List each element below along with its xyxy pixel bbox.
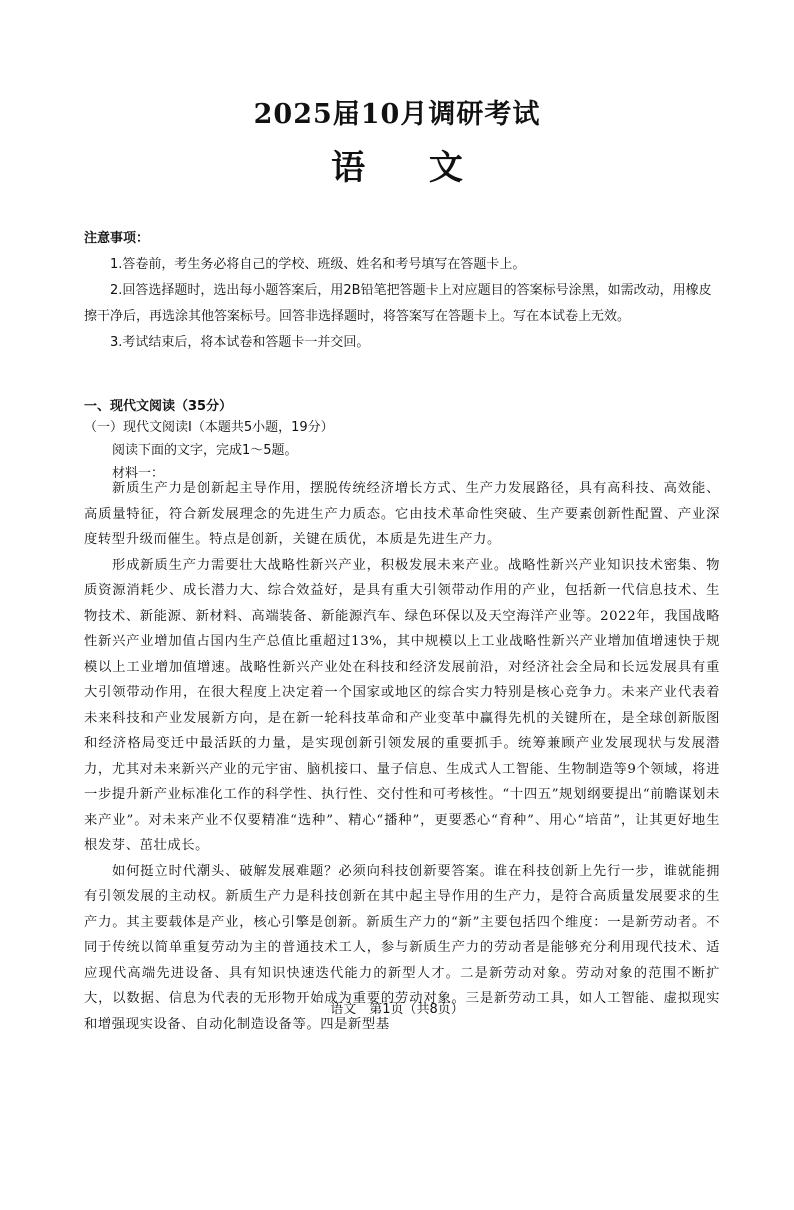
reading-material [84,476,720,1037]
notice-item-2: 2.回答选择题时，选出每小题答案后，用2B铅笔把答题卡上对应题目的答案标号涂黑，如需改动，用橡皮擦干净后，再选涂其他答案标号。回答非选择题时，将答案写在答题卡上。写在本试卷上无效。 [84,283,712,324]
notice-item-3: 3.考试结束后，将本试卷和答题卡一并交回。 [110,335,370,350]
paragraph-1: 新质生产力是创新起主导作用，摆脱传统经济增长方式、生产力发展路径，具有高科技、高效能、高质量特征，符合新发展理念的先进生产力质态。它由技术革命性突破、生产要素创新性配置、产业深度转型升级而催生。特点是创新，关键在质优，本质是先进生产力。 [84,481,720,547]
section-sub-block [84,416,720,485]
material-label: 材料一： [112,466,165,481]
notice-heading: 注意事项： [84,231,150,246]
page-footer: 语文 第1页（共8页） [330,1002,464,1017]
section-subtitle: （一）现代文阅读Ⅰ（本题共5小题，19分） [84,420,334,435]
exam-title: 2025届10月调研考试 [253,99,541,130]
section-title: 一、现代文阅读（35分） [84,399,233,414]
notice-block [84,226,720,356]
exam-subject: 语 文 [331,148,489,188]
paragraph-3: 如何挺立时代潮头、破解发展难题？必须向科技创新要答案。谁在科技创新上先行一步，谁就能拥有引领发展的主动权。新质生产力是科技创新在其中起主导作用的生产力，是符合高质量发展要求的生产力。其主要载体是产业，核心引擎是创新。新质生产力的“新”主要包括四个维度：一是新劳动者。不同于传统以简单重复劳动为主的普通技术工人，参与新质生产力的劳动者是能够充分利用现代技术、适应现代高端先进设备、具有知识快速迭代能力的新型人才。二是新劳动对象。劳动对象的范围不断扩大，以数据、信息为代表的无形物开始成为重要的劳动对象。三是新劳动工具，如人工智能、虚拟现实和增强现实设备、自动化制造设备等。四是新型基 [84,863,720,1032]
paragraph-2: 形成新质生产力需要壮大战略性新兴产业，积极发展未来产业。战略性新兴产业知识技术密集、物质资源消耗少、成长潜力大、综合效益好，是具有重大引领带动作用的产业，包括新一代信息技术、生物技术、新能源、新材料、高端装备、新能源汽车、绿色环保以及天空海洋产业等。2022年，我国战略性新兴产业增加值占国内生产总值比重超过13%，其中规模以上工业战略性新兴产业增加值增速快于规模以上工业增加值增速。战略性新兴产业处在科技和经济发展前沿，对经济社会全局和长远发展具有重大引领带动作用，在很大程度上决定着一个国家或地区的综合实力特别是核心竞争力。未来产业代表着未来科技和产业发展新方向，是在新一轮科技革命和产业变革中赢得先机的关键所在，是全球创新版图和经济格局变迁中最活跃的力量，是实现创新引领发展的重要抓手。统筹兼顾产业发展现状与发展潜力，尤其对未来新兴产业的元宇宙、脑机接口、量子信息、生成式人工智能、生物制造等9个领域，将进一步提升新产业标准化工作的科学性、执行性、交付性和可考核性。“十四五”规划纲要提出“前瞻谋划未来产业”。对未来产业不仅要精准“选种”、精心“播种”，更要悉心“育种”、用心“培苗”，让其更好地生根发芽、茁壮成长。 [84,557,720,853]
notice-item-1: 1.答卷前，考生务必将自己的学校、班级、姓名和考号填写在答题卡上。 [110,257,526,272]
section-instruction: 阅读下面的文字，完成1～5题。 [112,443,298,458]
